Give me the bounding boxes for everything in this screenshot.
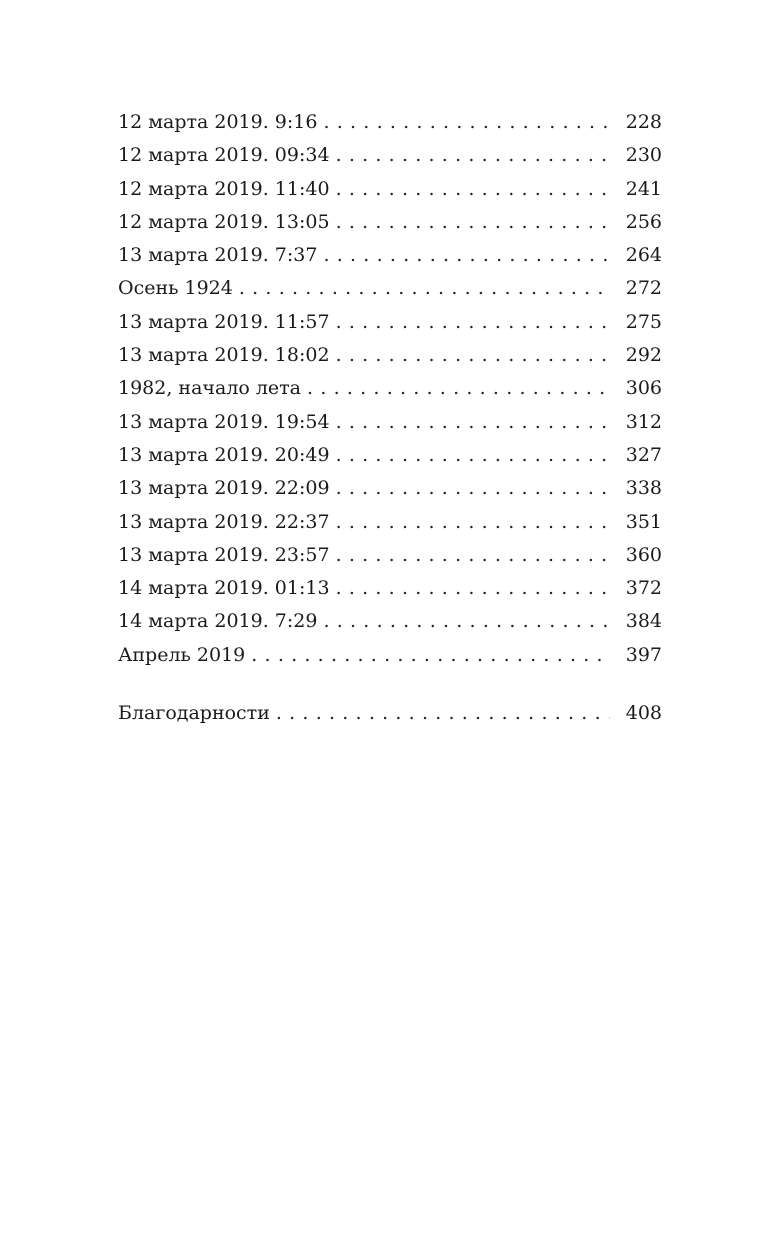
dot-leader — [323, 239, 610, 272]
toc-entry[interactable] — [118, 605, 662, 638]
toc-entry-page: 272 — [625, 277, 662, 300]
toc-entry[interactable] — [118, 572, 662, 605]
dot-leader — [336, 339, 610, 372]
toc-entry[interactable] — [118, 306, 662, 339]
toc-entry-page: 264 — [625, 244, 662, 267]
dot-leader — [336, 506, 610, 539]
dot-leader — [307, 372, 610, 405]
toc-entry[interactable] — [118, 339, 662, 372]
dot-leader — [251, 639, 610, 672]
toc-entry-page: 312 — [625, 410, 662, 433]
toc-entry-page: 360 — [625, 543, 662, 566]
toc-entry-title: 14 марта 2019. 01:13 — [118, 577, 330, 600]
toc-entry-page: 408 — [625, 702, 662, 725]
toc-entry-page: 397 — [625, 643, 662, 666]
toc-entry-page: 256 — [625, 210, 662, 233]
toc-entry-title: 13 марта 2019. 20:49 — [118, 443, 330, 466]
dot-leader — [336, 173, 610, 206]
toc-entry-page: 275 — [625, 310, 662, 333]
toc-entry-title: Апрель 2019 — [118, 643, 246, 666]
toc-entry-acknowledgements[interactable] — [118, 697, 662, 730]
dot-leader — [336, 206, 610, 239]
toc-entry-title: Осень 1924 — [118, 277, 233, 300]
toc-entry[interactable] — [118, 639, 662, 672]
toc-entry-title: 12 марта 2019. 11:40 — [118, 177, 330, 200]
toc-entry-title: 12 марта 2019. 09:34 — [118, 144, 330, 167]
toc-entry-title: 1982, начало лета — [118, 377, 302, 400]
toc-entry-title: 12 марта 2019. 13:05 — [118, 210, 330, 233]
toc-entry[interactable] — [118, 206, 662, 239]
toc-entry-title: Благодарности — [118, 702, 270, 725]
dot-leader — [323, 605, 610, 638]
dot-leader — [336, 406, 610, 439]
toc-entry-title: 13 марта 2019. 18:02 — [118, 344, 330, 367]
toc-entry[interactable] — [118, 239, 662, 272]
toc-entry-title: 13 марта 2019. 22:37 — [118, 510, 330, 533]
toc-entry-page: 292 — [625, 344, 662, 367]
toc-entry-page: 230 — [625, 144, 662, 167]
toc-entry-page: 241 — [625, 177, 662, 200]
dot-leader — [336, 472, 610, 505]
toc-entry-page: 338 — [625, 477, 662, 500]
toc-entry[interactable] — [118, 139, 662, 172]
toc-entry[interactable] — [118, 439, 662, 472]
toc-entry-page: 306 — [625, 377, 662, 400]
toc-entry[interactable] — [118, 472, 662, 505]
toc-entry[interactable] — [118, 506, 662, 539]
toc-entry-title: 14 марта 2019. 7:29 — [118, 610, 318, 633]
toc-entry-page: 372 — [625, 577, 662, 600]
toc-entry-page: 351 — [625, 510, 662, 533]
toc-entry[interactable] — [118, 372, 662, 405]
dot-leader — [336, 572, 610, 605]
dot-leader — [323, 106, 610, 139]
toc-entry-page: 228 — [625, 111, 662, 133]
dot-leader — [336, 539, 610, 572]
toc-entry-title: 13 марта 2019. 7:37 — [118, 244, 318, 267]
dot-leader — [239, 272, 610, 305]
toc-entry[interactable] — [118, 173, 662, 206]
toc-entry-title: 13 марта 2019. 19:54 — [118, 410, 330, 433]
toc-entry-title: 12 марта 2019. 9:16 — [118, 111, 318, 133]
dot-leader — [336, 439, 610, 472]
toc-entry-page: 384 — [625, 610, 662, 633]
toc-entry[interactable] — [118, 272, 662, 305]
toc-entry-title: 13 марта 2019. 22:09 — [118, 477, 330, 500]
toc-entry-title: 13 марта 2019. 23:57 — [118, 543, 330, 566]
dot-leader — [336, 139, 610, 172]
toc-entry[interactable] — [118, 106, 662, 139]
toc-entry[interactable] — [118, 539, 662, 572]
toc-entry[interactable] — [118, 406, 662, 439]
table-of-contents — [118, 106, 662, 730]
dot-leader — [276, 697, 610, 730]
dot-leader — [336, 306, 610, 339]
toc-entry-page: 327 — [625, 443, 662, 466]
toc-entry-title: 13 марта 2019. 11:57 — [118, 310, 330, 333]
